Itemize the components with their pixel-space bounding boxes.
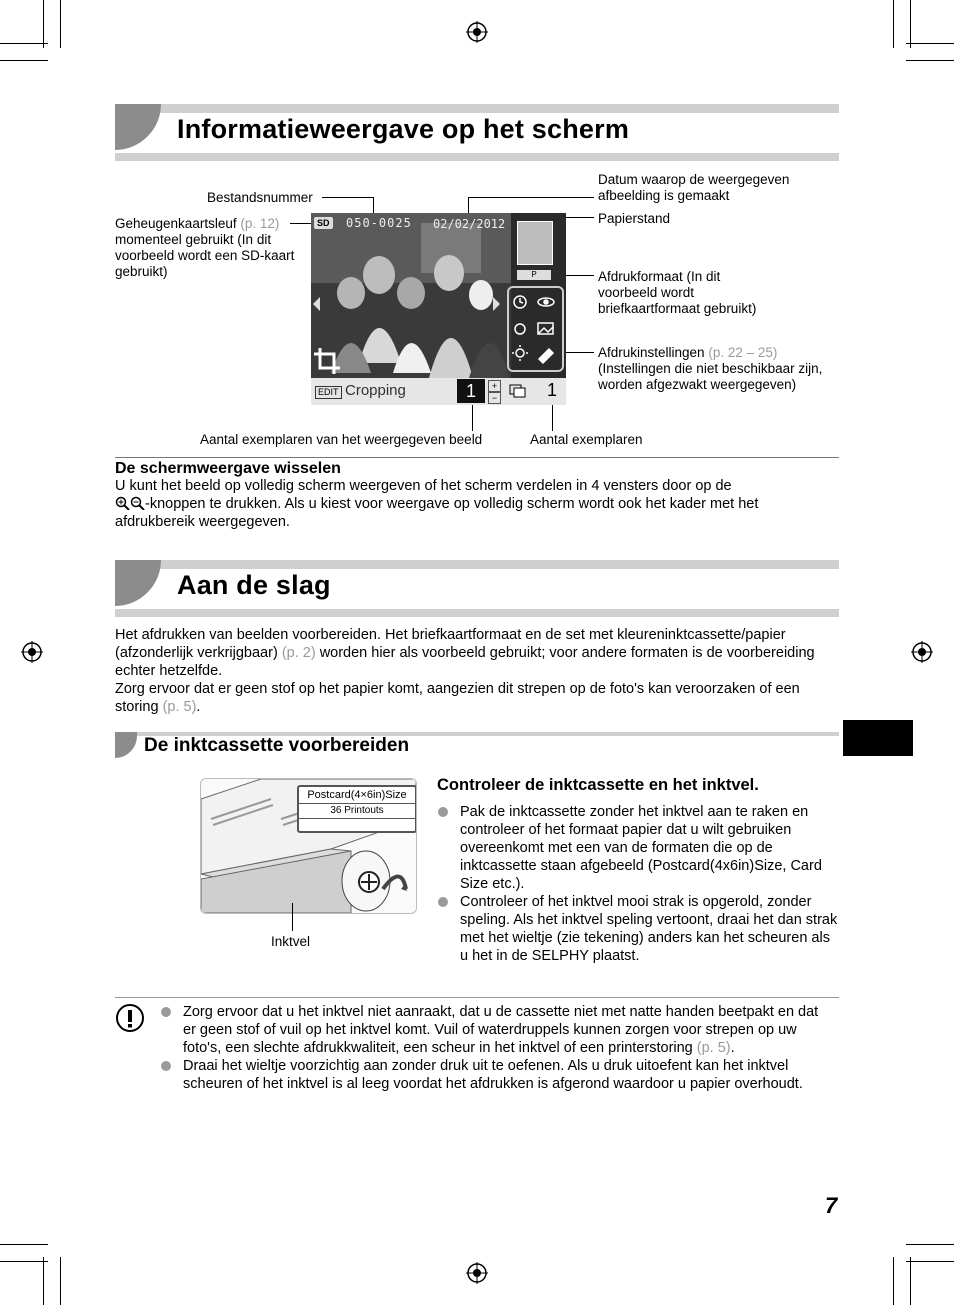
check-heading: Controleer de inktcassette en het inktvel. <box>437 776 759 794</box>
crop-mark <box>0 1261 48 1262</box>
callout-card-slot-text: Geheugenkaartsleuf <box>115 216 237 231</box>
crop-mark <box>893 1257 894 1305</box>
callout-paper-orientation: Papierstand <box>598 211 671 226</box>
crop-mark <box>910 0 911 48</box>
screen-file-number: 050-0025 <box>346 216 412 230</box>
divider <box>115 457 839 458</box>
list-item <box>438 803 838 893</box>
bullet-icon <box>161 1007 171 1017</box>
cassette-label-box <box>297 785 417 833</box>
section-title: Informatieweergave op het scherm <box>177 114 630 144</box>
callout-line <box>562 352 594 353</box>
callout-line <box>292 903 293 931</box>
subheading-display-switch: De schermweergave wisselen <box>115 460 341 477</box>
callout-print-format: Afdrukformaat (In dit voorbeeld wordt briefkaartformaat gebruikt) <box>598 269 757 316</box>
section-title: De inktcassette voorbereiden <box>144 735 410 756</box>
screen-date: 02/02/2012 <box>433 217 506 231</box>
bullet-icon <box>438 897 448 907</box>
body-display-switch-2-text: -knoppen te drukken. Als u kiest voor weergave op volledig scherm wordt ook het kader met het afdrukbereik weergegeven. <box>115 496 759 530</box>
section-header-screen-info <box>115 104 839 162</box>
ink-cassette-illustration <box>200 778 417 914</box>
crop-mark <box>906 1261 954 1262</box>
caution-divider <box>115 997 839 998</box>
page-reference-link[interactable]: (p. 12) <box>240 216 280 231</box>
chapter-side-tab <box>843 720 913 756</box>
list-item <box>161 1057 831 1093</box>
section-header-ink-cassette <box>115 732 839 760</box>
callout-line <box>322 197 374 198</box>
list-item-text: Zorg ervoor dat u het inktvel niet aanraakt, dat u de cassette niet met natte handen beetpakt en dat er geen stof of vuil op het inktvel komt. Vuil of waterdruppels kunnen zorgen voor strepen op uw foto's, een slechte afdrukkwaliteit, een scheur in het inktvel of een printerstoring <box>183 1004 819 1056</box>
copies-counter[interactable]: 1 <box>457 379 485 403</box>
section-title: Aan de slag <box>177 570 331 600</box>
callout-ink-sheet: Inktvel <box>271 934 311 949</box>
crop-mark <box>43 1257 44 1305</box>
cassette-label-size: Postcard(4×6in)Size <box>299 787 415 804</box>
paper-orientation-indicator <box>517 221 553 265</box>
total-copies-value: 1 <box>547 380 558 400</box>
para-text: worden hier als voorbeeld gebruikt; voor andere formaten is de voorbereiding echter hetzelfde. <box>115 645 815 679</box>
callout-print-settings-rest: (Instellingen die niet beschikbaar zijn, worden afgezwakt weergegeven) <box>598 361 823 392</box>
list-item-text: Pak de inktcassette zonder het inktvel aan te raken en controleer of het formaat papier dat u wilt gebruiken overeenkomt met een van de formaten die op de inktcassette staan afgebeeld (Postcard(4x6in)Size, Card Size etc.). <box>460 804 822 892</box>
registration-mark-icon <box>21 641 43 663</box>
body-display-switch-2 <box>115 495 835 531</box>
callout-line <box>290 223 312 224</box>
crop-mark <box>906 60 954 61</box>
next-image-arrow-icon[interactable] <box>493 297 500 311</box>
edit-mode-label: Cropping <box>345 382 406 399</box>
crop-mark <box>893 0 894 48</box>
list-item <box>438 893 838 965</box>
registration-mark-icon <box>466 1262 488 1284</box>
list-item-text: Draai het wieltje voorzichtig aan zonder druk uit te oefenen. Als u druk uitoefent kan het inktvel scheuren of het inktvel is al leeg voordat het afdrukken is afgerond waardoor u papier overhoudt. <box>183 1058 803 1092</box>
page-number: 7 <box>825 1193 838 1218</box>
page-reference-link[interactable]: (p. 5) <box>696 1040 731 1056</box>
caution-icon <box>115 1003 145 1033</box>
registration-mark-icon <box>911 641 933 663</box>
list-item-text: Controleer of het inktvel mooi strak is opgerold, zonder speling. Als het inktvel speling vertoont, draai het dan strak met het wieltje (zie tekening) anders kan het scheuren als u het in de SELPHY plaatst. <box>460 894 838 964</box>
callout-print-settings-text: Afdrukinstellingen <box>598 345 705 360</box>
crop-mark <box>910 1257 911 1305</box>
callout-card-slot-rest: momenteel gebruikt (In dit voorbeeld wordt een SD-kaart gebruikt) <box>115 232 295 279</box>
total-copies-icon <box>509 384 527 399</box>
list-item <box>161 1003 831 1057</box>
paper-format-badge: P <box>517 270 551 280</box>
callout-copies-current: Aantal exemplaren van het weergegeven beeld <box>200 432 483 447</box>
caution-bullets <box>161 1003 831 1093</box>
getting-started-para-2 <box>115 680 839 716</box>
page-reference-link[interactable]: (p. 22 – 25) <box>708 345 778 360</box>
crop-mark <box>0 60 48 61</box>
getting-started-para-1 <box>115 626 839 680</box>
body-display-switch-1: U kunt het beeld op volledig scherm weergeven of het scherm verdelen in 4 vensters door op de <box>115 478 732 494</box>
bullet-icon <box>438 807 448 817</box>
crop-mark <box>60 0 61 48</box>
header-bar <box>115 104 839 113</box>
crop-mark <box>0 43 48 44</box>
header-tab <box>115 732 137 758</box>
crop-mark <box>0 1244 48 1245</box>
section-header-getting-started <box>115 560 839 618</box>
para-text: Het afdrukken van beelden voorbereiden. Het briefkaartformaat en de set met kleureninktcassette/papier (afzonderlijk verkrijgbaar) <box>115 627 786 661</box>
list-item-text: . <box>730 1040 735 1056</box>
callout-file-number: Bestandsnummer <box>207 190 313 205</box>
cassette-label-count: 36 Printouts <box>299 804 415 819</box>
header-tab <box>115 560 161 606</box>
copies-decrement-button[interactable]: − <box>488 392 501 404</box>
sd-card-badge: SD <box>314 217 333 229</box>
registration-mark-icon <box>466 21 488 43</box>
callout-line <box>468 197 594 198</box>
callout-line <box>472 403 473 431</box>
para-text: Zorg ervoor dat er geen stof op het papier komt, aangezien dit strepen op de foto's kan veroorzaken of een storing <box>115 681 800 715</box>
callout-copies-total: Aantal exemplaren <box>530 432 643 447</box>
zoom-in-icon <box>115 496 130 510</box>
header-bar <box>115 560 839 569</box>
callout-line <box>552 403 553 431</box>
print-settings-icons <box>509 289 559 367</box>
page-reference-link[interactable]: (p. 5) <box>162 699 197 715</box>
callout-print-settings <box>598 345 838 393</box>
page-reference-link[interactable]: (p. 2) <box>281 645 316 661</box>
header-bar <box>115 609 839 617</box>
bullet-icon <box>161 1061 171 1071</box>
edit-badge[interactable]: EDIT <box>315 386 342 399</box>
crop-mark <box>60 1257 61 1305</box>
copies-increment-button[interactable]: + <box>488 380 501 392</box>
crop-mark <box>43 0 44 48</box>
crop-mark <box>906 1244 954 1245</box>
crop-mark <box>906 43 954 44</box>
para-text: . <box>196 699 201 715</box>
callout-date: Datum waarop de weergegeven afbeelding is gemaakt <box>598 172 790 203</box>
printer-lcd-screen <box>311 213 566 405</box>
callout-card-slot <box>115 216 295 280</box>
zoom-out-icon <box>130 496 145 510</box>
header-tab <box>115 104 161 150</box>
check-bullets <box>438 803 838 965</box>
header-bar <box>115 153 839 161</box>
crop-icon <box>314 348 340 374</box>
previous-image-arrow-icon[interactable] <box>313 297 320 311</box>
